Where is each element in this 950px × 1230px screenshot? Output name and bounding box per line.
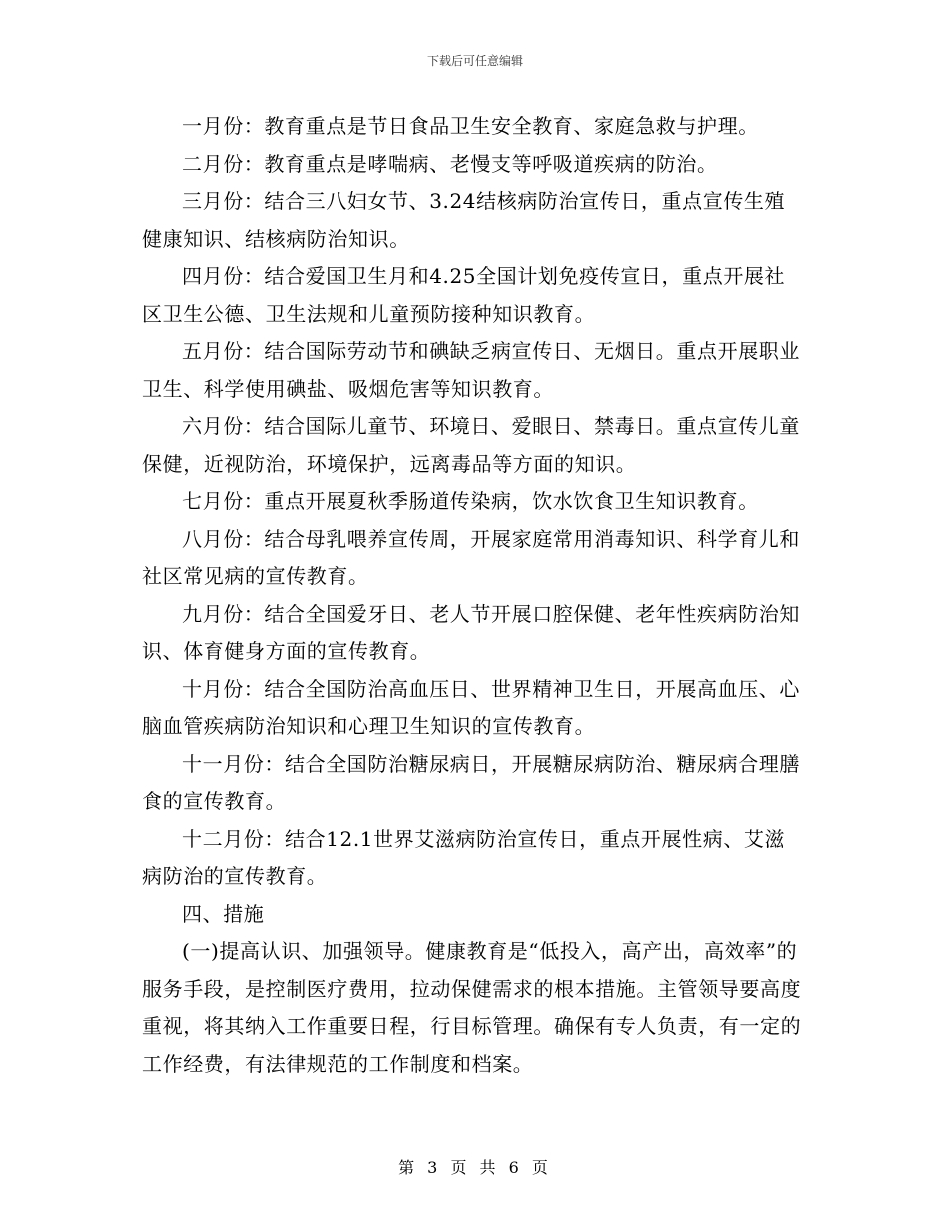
document-body xyxy=(142,108,802,1083)
paragraph-june: 六月份：结合国际儿童节、环境日、爱眼日、禁毒日。重点宣传儿童保健，近视防治，环境保护，远离毒品等方面的知识。 xyxy=(142,414,800,476)
paragraph-may: 五月份：结合国际劳动节和碘缺乏病宣传日、无烟日。重点开展职业卫生、科学使用碘盐、吸烟危害等知识教育。 xyxy=(142,339,800,401)
section-heading-measures: 四、措施 xyxy=(182,901,265,926)
page-number: 第 3 页 共 6 页 xyxy=(398,1158,552,1177)
paragraph-measure-one: (一)提高认识、加强领导。健康教育是“低投入，高产出，高效率”的服务手段，是控制医疗费用，拉动保健需求的根本措施。主管领导要高度重视，将其纳入工作重要日程，行目标管理。确保有专人负责，有一定的工作经费，有法律规范的工作制度和档案。 xyxy=(142,939,802,1076)
paragraph-november: 十一月份：结合全国防治糖尿病日，开展糖尿病防治、糖尿病合理膳食的宣传教育。 xyxy=(142,751,800,813)
paragraph-july: 七月份：重点开展夏秋季肠道传染病，饮水饮食卫生知识教育。 xyxy=(182,489,759,513)
page-header-note: 下载后可任意编辑 xyxy=(426,54,523,68)
paragraph-august: 八月份：结合母乳喂养宣传周，开展家庭常用消毒知识、科学育儿和社区常见病的宣传教育。 xyxy=(142,526,800,588)
paragraph-september: 九月份：结合全国爱牙日、老人节开展口腔保健、老年性疾病防治知识、体育健身方面的宣传教育。 xyxy=(142,601,800,663)
paragraph-february: 二月份：教育重点是哮喘病、老慢支等呼吸道疾病的防治。 xyxy=(182,151,718,176)
paragraph-december: 十二月份：结合12.1世界艾滋病防治宣传日，重点开展性病、艾滋病防治的宣传教育。 xyxy=(142,826,786,888)
paragraph-january: 一月份：教育重点是节日食品卫生安全教育、家庭急救与护理。 xyxy=(182,114,759,138)
paragraph-october: 十月份：结合全国防治高血压日、世界精神卫生日，开展高血压、心脑血管疾病防治知识和心理卫生知识的宣传教育。 xyxy=(142,676,800,738)
paragraph-march: 三月份：结合三八妇女节、3.24结核病防治宣传日，重点宣传生殖健康知识、结核病防治知识。 xyxy=(142,189,786,251)
paragraph-april: 四月份：结合爱国卫生月和4.25全国计划免疫传宣日，重点开展社区卫生公德、卫生法规和儿童预防接种知识教育。 xyxy=(142,264,786,326)
